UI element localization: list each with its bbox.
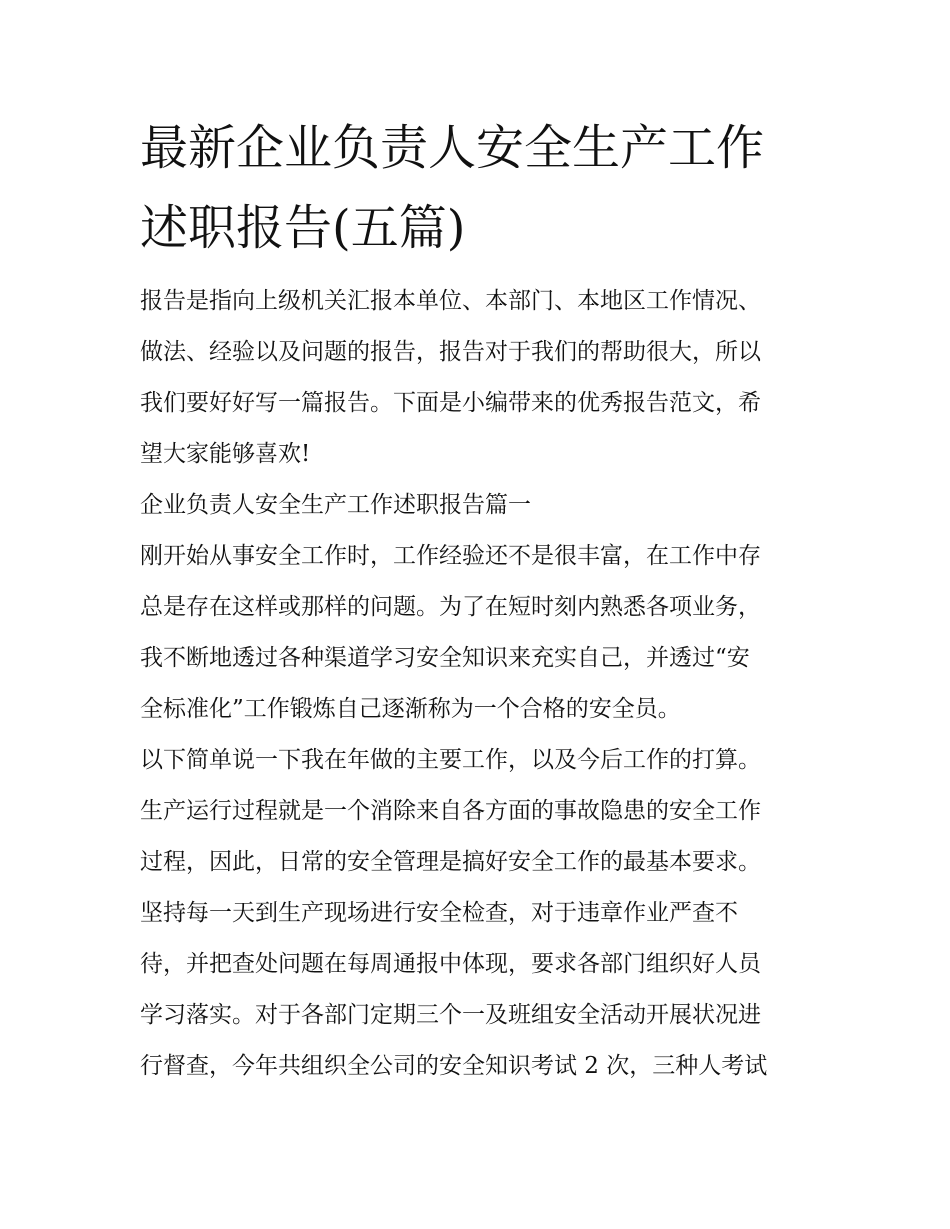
paragraph-line: 我不断地透过各种渠道学习安全知识来充实自己，并透过“安 <box>140 645 750 671</box>
intro-line-1: 报告是指向上级机关汇报本单位、本部门、本地区工作情况、 <box>140 288 761 314</box>
paragraph-line: 生产运行过程就是一个消除来自各方面的事故隐患的安全工作 <box>140 798 761 824</box>
title-line-1: 最新企业负责人安全生产工作 <box>140 120 765 176</box>
paragraph-line: 行督查，今年共组织全公司的安全知识考试 2 次，三种人考试 <box>140 1053 768 1079</box>
paragraph-line: 总是存在这样或那样的问题。为了在短时刻内熟悉各项业务， <box>140 594 761 620</box>
document-body <box>140 276 820 1092</box>
paragraph-line: 全标准化”工作锻炼自己逐渐称为一个合格的安全员。 <box>140 696 681 722</box>
paragraph-line: 以下简单说一下我在年做的主要工作，以及今后工作的打算。 <box>140 747 761 773</box>
paragraph-line: 过程，因此，日常的安全管理是搞好安全工作的最基本要求。 <box>140 849 761 875</box>
intro-line-4: 望大家能够喜欢! <box>140 441 311 467</box>
paragraph-line: 刚开始从事安全工作时，工作经验还不是很丰富，在工作中存 <box>140 543 761 569</box>
paragraph-line: 学习落实。对于各部门定期三个一及班组安全活动开展状况进 <box>140 1002 761 1028</box>
section-heading: 企业负责人安全生产工作述职报告篇一 <box>140 492 531 518</box>
paragraph-line: 待，并把查处问题在每周通报中体现，要求各部门组织好人员 <box>140 951 761 977</box>
document-title <box>140 108 820 268</box>
paragraph-line: 坚持每一天到生产现场进行安全检查，对于违章作业严查不 <box>140 900 738 926</box>
intro-line-3: 我们要好好写一篇报告。下面是小编带来的优秀报告范文，希 <box>140 390 761 416</box>
title-line-2: 述职报告(五篇) <box>140 200 466 256</box>
intro-line-2: 做法、经验以及问题的报告，报告对于我们的帮助很大，所以 <box>140 339 761 365</box>
